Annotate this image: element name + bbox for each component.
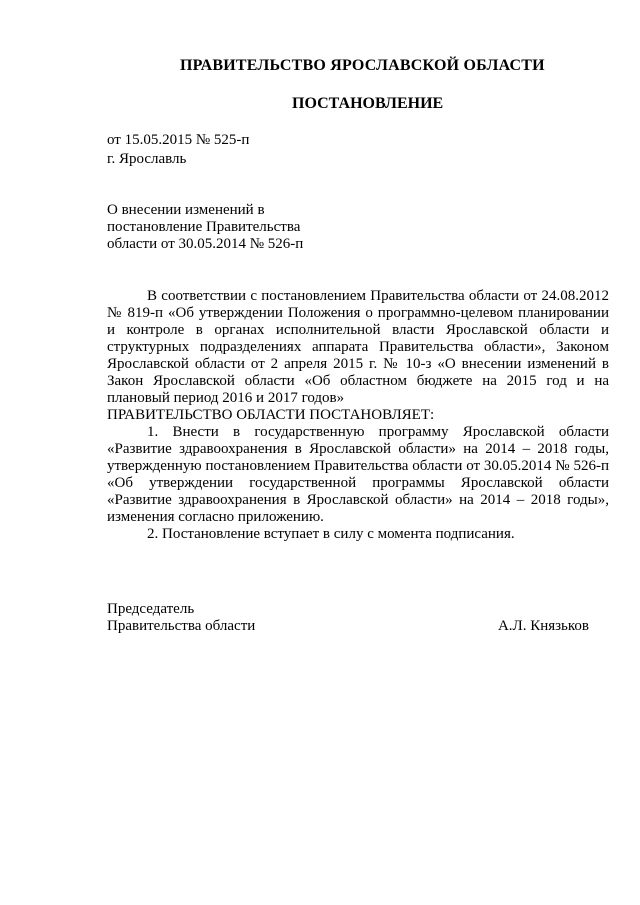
preamble-paragraph: В соответствии с постановлением Правительства области от 24.08.2012 № 819-п «Об утверждении Положения о программно-целевом планировании и контроле в органах исполнительной власти Ярославской области и структурных подразделениях аппарата Правительства области», Законом Ярославской области от 2 апреля 2015 г. № 10-з «О внесении изменений в Закон Ярославской области «Об областном бюджете на 2015 год и на плановый период 2016 и 2017 годов» (107, 288, 609, 406)
government-title: ПРАВИТЕЛЬСТВО ЯРОСЛАВСКОЙ ОБЛАСТИ (180, 57, 545, 74)
document-type: ПОСТАНОВЛЕНИЕ (292, 95, 444, 112)
signatory-name: А.Л. Князьков (497, 618, 589, 634)
decree-item-1: 1. Внести в государственную программу Ярославской области «Развитие здравоохранения в Ярославской области» на 2014 – 2018 годы, утвержденную постановлением Правительства области от 30.05.2014 № 526-п «Об утверждении государственной программы Ярославской области «Развитие здравоохранения в Ярославской области» на 2014 – 2018 годы», изменения согласно приложению. (107, 424, 609, 525)
signature-block (107, 601, 589, 635)
city: г. Ярославль (107, 151, 187, 167)
decree-heading: ПРАВИТЕЛЬСТВО ОБЛАСТИ ПОСТАНОВЛЯЕТ: (107, 407, 435, 423)
subject-line: О внесении изменений в (107, 202, 265, 218)
decree-body (107, 288, 609, 543)
signatory-position-line: Председатель (107, 601, 195, 617)
subject-block (107, 202, 367, 253)
date-number: от 15.05.2015 № 525-п (107, 132, 250, 148)
subject-line: постановление Правительства (107, 219, 301, 235)
decree-item-2: 2. Постановление вступает в силу с момента подписания. (147, 526, 515, 542)
subject-line: области от 30.05.2014 № 526-п (107, 236, 304, 252)
signatory-position-line: Правительства области (107, 618, 256, 634)
